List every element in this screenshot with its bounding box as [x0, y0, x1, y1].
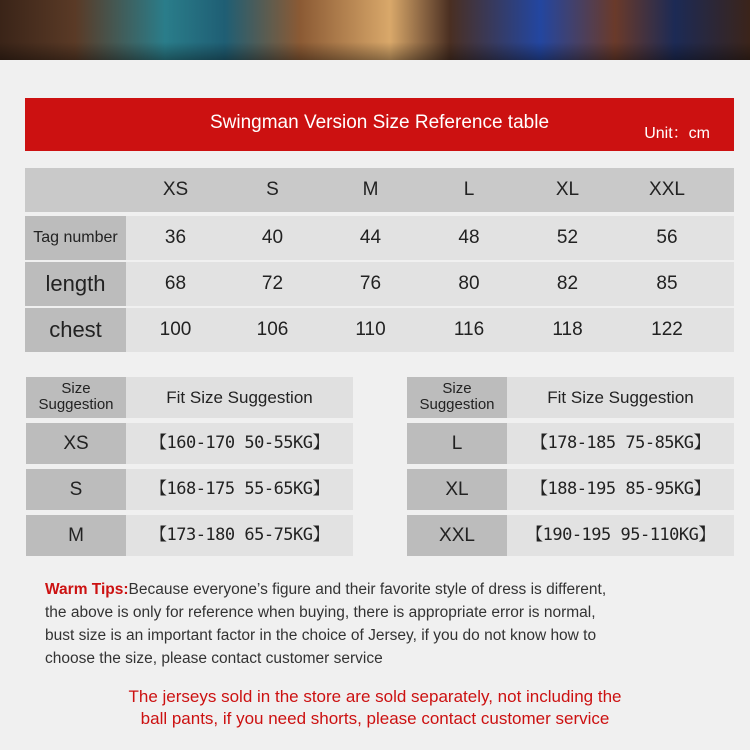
table-cell: 36	[164, 227, 187, 248]
table-cell: 48	[458, 227, 480, 248]
fit-range: 【160-170 50-55KG】	[149, 433, 330, 453]
size-chart	[0, 60, 750, 750]
table-cell: 40	[261, 227, 284, 248]
fit-size: L	[407, 423, 507, 464]
fit-size: S	[26, 469, 126, 510]
warm-tips-text: bust size is an important factor in the choice of Jersey, if you do not know how to	[45, 627, 597, 644]
fit-size: M	[26, 515, 126, 556]
table-cell: 68	[164, 273, 187, 294]
size-suggestion-label-line1: Size	[442, 380, 472, 397]
table-cell: 118	[552, 319, 583, 340]
table-cell: 80	[458, 273, 480, 294]
table-cell: 76	[359, 273, 382, 294]
table-cell: 110	[355, 319, 386, 340]
fit-header: Fit Size Suggestion	[547, 388, 694, 407]
row-label: chest	[25, 308, 126, 352]
fit-range: 【188-195 85-95KG】	[530, 479, 711, 499]
size-header-cell: XL	[555, 179, 580, 200]
title-banner	[25, 98, 734, 151]
fit-size: XXL	[407, 515, 507, 556]
table-cell: 116	[453, 319, 485, 340]
size-header-row	[25, 168, 734, 212]
size-suggestion-label-line2: Suggestion	[419, 396, 495, 413]
fit-row	[407, 515, 734, 556]
size-header-cell: M	[362, 179, 379, 200]
fit-row	[26, 423, 353, 464]
size-header-cell: XS	[162, 179, 189, 200]
table-cell: 100	[159, 319, 192, 340]
fit-row	[407, 423, 734, 464]
fit-header: Fit Size Suggestion	[166, 388, 313, 407]
jersey-photo-strip	[0, 0, 750, 60]
notice-text: ball pants, if you need shorts, please contact customer service	[140, 709, 610, 728]
warm-tips-text: choose the size, please contact customer service	[45, 650, 383, 667]
size-header-cell: S	[266, 179, 279, 200]
fit-range: 【178-185 75-85KG】	[530, 433, 711, 453]
size-suggestion-label	[407, 377, 507, 418]
size-suggestion-label-line2: Suggestion	[38, 396, 114, 413]
fit-size: XL	[407, 469, 507, 510]
table-cell: 106	[256, 319, 289, 340]
chest-row	[25, 308, 734, 352]
warm-tips	[45, 578, 715, 670]
tag-number-row	[25, 216, 734, 260]
fit-size: XS	[26, 423, 126, 464]
size-suggestion-label-line1: Size	[61, 380, 91, 397]
table-cell: 72	[261, 273, 284, 294]
fit-row	[407, 469, 734, 510]
fit-row	[26, 469, 353, 510]
warm-tips-label: Warm Tips:	[45, 581, 129, 598]
separate-sale-notice	[0, 686, 750, 730]
table-cell: 85	[656, 273, 678, 294]
fit-range: 【190-195 95-110KG】	[526, 525, 715, 545]
fit-range: 【173-180 65-75KG】	[149, 525, 330, 545]
notice-text: The jerseys sold in the store are sold separately, not including the	[128, 687, 622, 706]
warm-tips-text: the above is only for reference when buying, there is appropriate error is normal,	[45, 604, 596, 621]
table-cell: 82	[556, 273, 579, 294]
size-header-cell: XXL	[649, 179, 685, 200]
fit-range: 【168-175 55-65KG】	[149, 479, 330, 499]
table-title: Swingman Version Size Reference table	[209, 112, 550, 133]
fit-header-row	[26, 377, 353, 418]
fit-header-row	[407, 377, 734, 418]
size-header-cell: L	[463, 179, 475, 200]
row-label: length	[25, 262, 126, 306]
unit-label: Unit：cm	[644, 125, 710, 142]
row-label: Tag number	[25, 216, 126, 260]
fit-row	[26, 515, 353, 556]
warm-tips-text: Because everyone’s figure and their favorite style of dress is different,	[128, 581, 607, 598]
table-cell: 122	[651, 319, 683, 340]
length-row	[25, 262, 734, 306]
size-suggestion-label	[26, 377, 126, 418]
table-cell: 44	[359, 227, 382, 248]
table-cell: 56	[656, 227, 678, 248]
table-cell: 52	[556, 227, 579, 248]
